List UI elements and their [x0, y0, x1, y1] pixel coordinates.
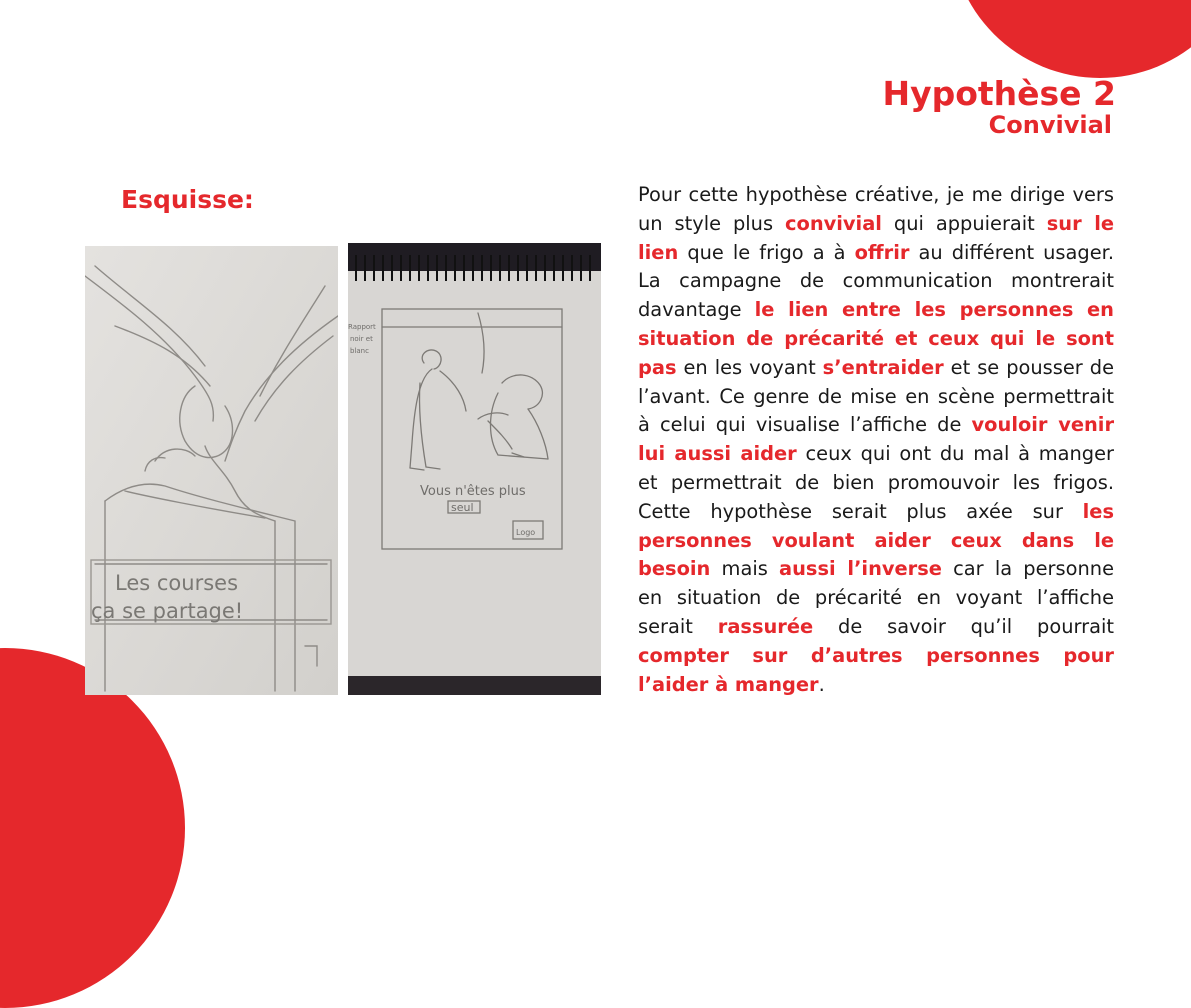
highlighted-phrase: compter sur d’autres personnes pour l’aider à manger [638, 643, 1114, 696]
page-title: Hypothèse 2 [882, 74, 1116, 113]
highlighted-phrase: aussi l’inverse [779, 557, 942, 581]
sketch-right-caption-1: Vous n'êtes plus [420, 484, 526, 499]
sketch-left-line-1: Les courses [115, 571, 239, 595]
sketch-left-line-2: ça se partage! [91, 599, 244, 623]
paragraph-text: qui appuierait [881, 211, 1047, 235]
sketch-right-note-3: blanc [350, 347, 369, 355]
paragraph-text: mais [710, 557, 780, 581]
paragraph-text: en les voyant [676, 355, 823, 379]
sketch-right-logo-box: Logo [516, 528, 536, 537]
page-subtitle: Convivial [988, 111, 1112, 139]
paragraph-text: ceux qui ont du mal à manger et permettrait de bien promouvoir les frigos. Cette hypothèse serait plus axée sur [638, 442, 1115, 523]
paragraph-text: de savoir qu’il pourrait [813, 614, 1114, 638]
sketch-right-caption-2: seul [451, 501, 474, 514]
sketch-photo-not-alone [348, 243, 601, 695]
decorative-circle-bottom-left [0, 648, 185, 1008]
paragraph-text: que le frigo a à [678, 240, 855, 264]
hypothesis-description [638, 181, 1114, 699]
highlighted-phrase: s’entraider [822, 355, 944, 379]
highlighted-phrase: convivial [785, 211, 882, 235]
highlighted-phrase: vouloir venir lui aussi aider [638, 413, 1115, 466]
sketch-section-label: Esquisse: [121, 185, 254, 214]
sketch-photo-hands [85, 246, 338, 695]
highlighted-phrase: offrir [854, 240, 910, 264]
paragraph-text: car la personne en situation de précarité en voyant l’affiche serait [638, 557, 1114, 638]
paragraph-text: et se pousser de l’avant. Ce genre de mise en scène permettrait à celui qui visualise l’affiche de [638, 355, 1114, 437]
paragraph-text: au différent usager. La campagne de communication montrerait davantage [638, 240, 1115, 322]
sketch-not-alone-drawing [348, 243, 601, 695]
highlighted-phrase: les personnes voulant aider ceux dans le besoin [638, 499, 1114, 581]
sketch-right-note-2: noir et [350, 335, 373, 343]
sketch-hands-drawing [85, 246, 338, 695]
paragraph-text: Pour cette hypothèse créative, je me dirige vers un style plus [638, 183, 1114, 235]
highlighted-phrase: le lien entre les personnes en situation de précarité et ceux qui le sont pas [638, 298, 1114, 379]
highlighted-phrase: sur le lien [638, 211, 1114, 264]
paragraph-text: . [818, 672, 825, 696]
highlighted-phrase: rassurée [717, 614, 814, 638]
decorative-circle-top-right [950, 0, 1191, 78]
sketch-right-note-1: Rapport [348, 323, 376, 331]
